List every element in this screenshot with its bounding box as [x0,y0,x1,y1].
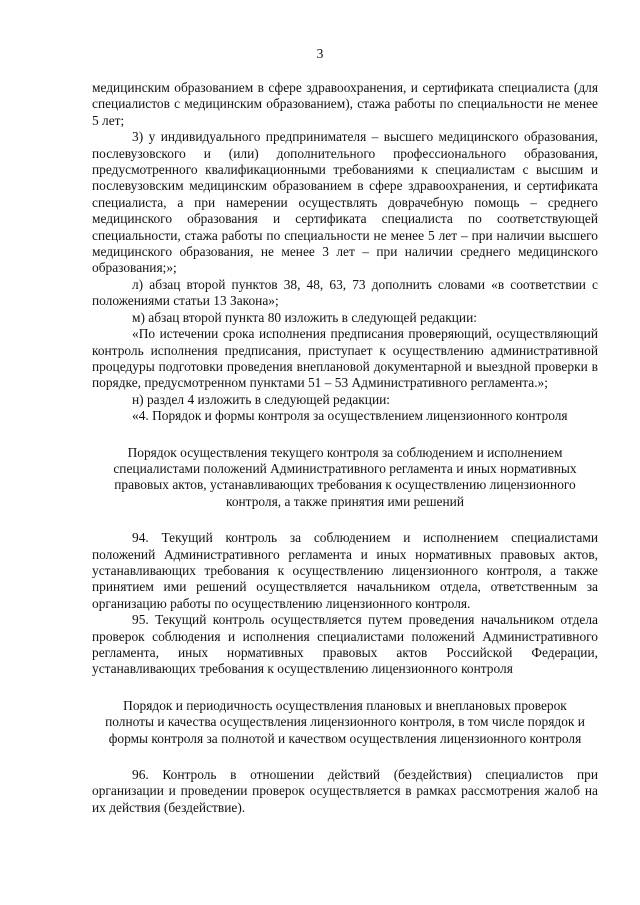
paragraph-item-l: л) абзац второй пунктов 38, 48, 63, 73 дополнить словами «в соответствии с положениями статьи 13 Закона»; [92,276,598,309]
paragraph-item-94: 94. Текущий контроль за соблюдением и исполнением специалистами положений Административного регламента и иных нормативных правовых актов, устанавливающих требования к осуществлению лицензионного контроля, а также принятием ими решений осуществляется начальником отдела, ответственным за организацию работы по осуществлению лицензионного контроля. [92,530,598,611]
paragraph-item-n: н) раздел 4 изложить в следующей редакции: [132,391,390,407]
paragraph-item-m: м) абзац второй пункта 80 изложить в следующей редакции: [132,309,477,325]
section-4-title: «4. Порядок и формы контроля за осуществлением лицензионного контроля [132,408,568,424]
spacer [92,510,598,530]
spacer [92,678,598,698]
paragraph-continuation: медицинским образованием в сфере здравоохранения, и сертификата специалиста (для специалистов с медицинским образованием), стажа работы по специальности не менее 5 лет; [92,80,598,128]
document-body [92,80,598,816]
paragraph-quote-80: «По истечении срока исполнения предписания проверяющий, осуществляющий контроль исполнения предписания, приступает к осуществлению административной процедуры подготовки проведения внеплановой документарной и выездной проверки в порядке, предусмотренном пунктами 51 – 53 Административного регламента.»; [92,326,598,391]
section-heading-inspections: Порядок и периодичность осуществления плановых и внеплановых проверок полноты и качества осуществления лицензионного контроля, в том числе порядок и формы контроля за полнотой и качеством осуществления лицензионного контроля [105,697,585,746]
paragraph-item-3: 3) у индивидуального предпринимателя – высшего медицинского образования, послевузовского и (или) дополнительного профессионального образования, предусмотренного квалификационными требованиями к специалистам с высшим и послевузовским медицинским образованием в сфере здравоохранения, и сертификата специалиста, а при намерении осуществлять доврачебную помощь – среднего медицинского образования и сертификата специалиста по соответствующей специальности, стажа работы по специальности не менее 5 лет – при наличии высшего медицинского образования, не менее 3 лет – при наличии среднего медицинского образования;»; [92,129,598,276]
page-number: 3 [316,46,324,61]
paragraph-item-95: 95. Текущий контроль осуществляется путем проведения начальником отдела проверок соблюдения и исполнения специалистами положений Административного регламента, иных нормативных правовых актов Российской Федерации, устанавливающих требования к осуществлению лицензионного контроля [92,612,598,677]
section-heading-current-control: Порядок осуществления текущего контроля за соблюдением и исполнением специалистами положений Административного регламента и иных нормативных правовых актов, устанавливающих требования к осуществлению лицензионного контроля, а также принятия ими решений [113,444,577,509]
spacer [92,425,598,445]
paragraph-item-96: 96. Контроль в отношении действий (бездействия) специалистов при организации и проведении проверок осуществляется в рамках рассмотрения жалоб на их действия (бездействие). [92,767,598,815]
spacer [92,747,598,767]
